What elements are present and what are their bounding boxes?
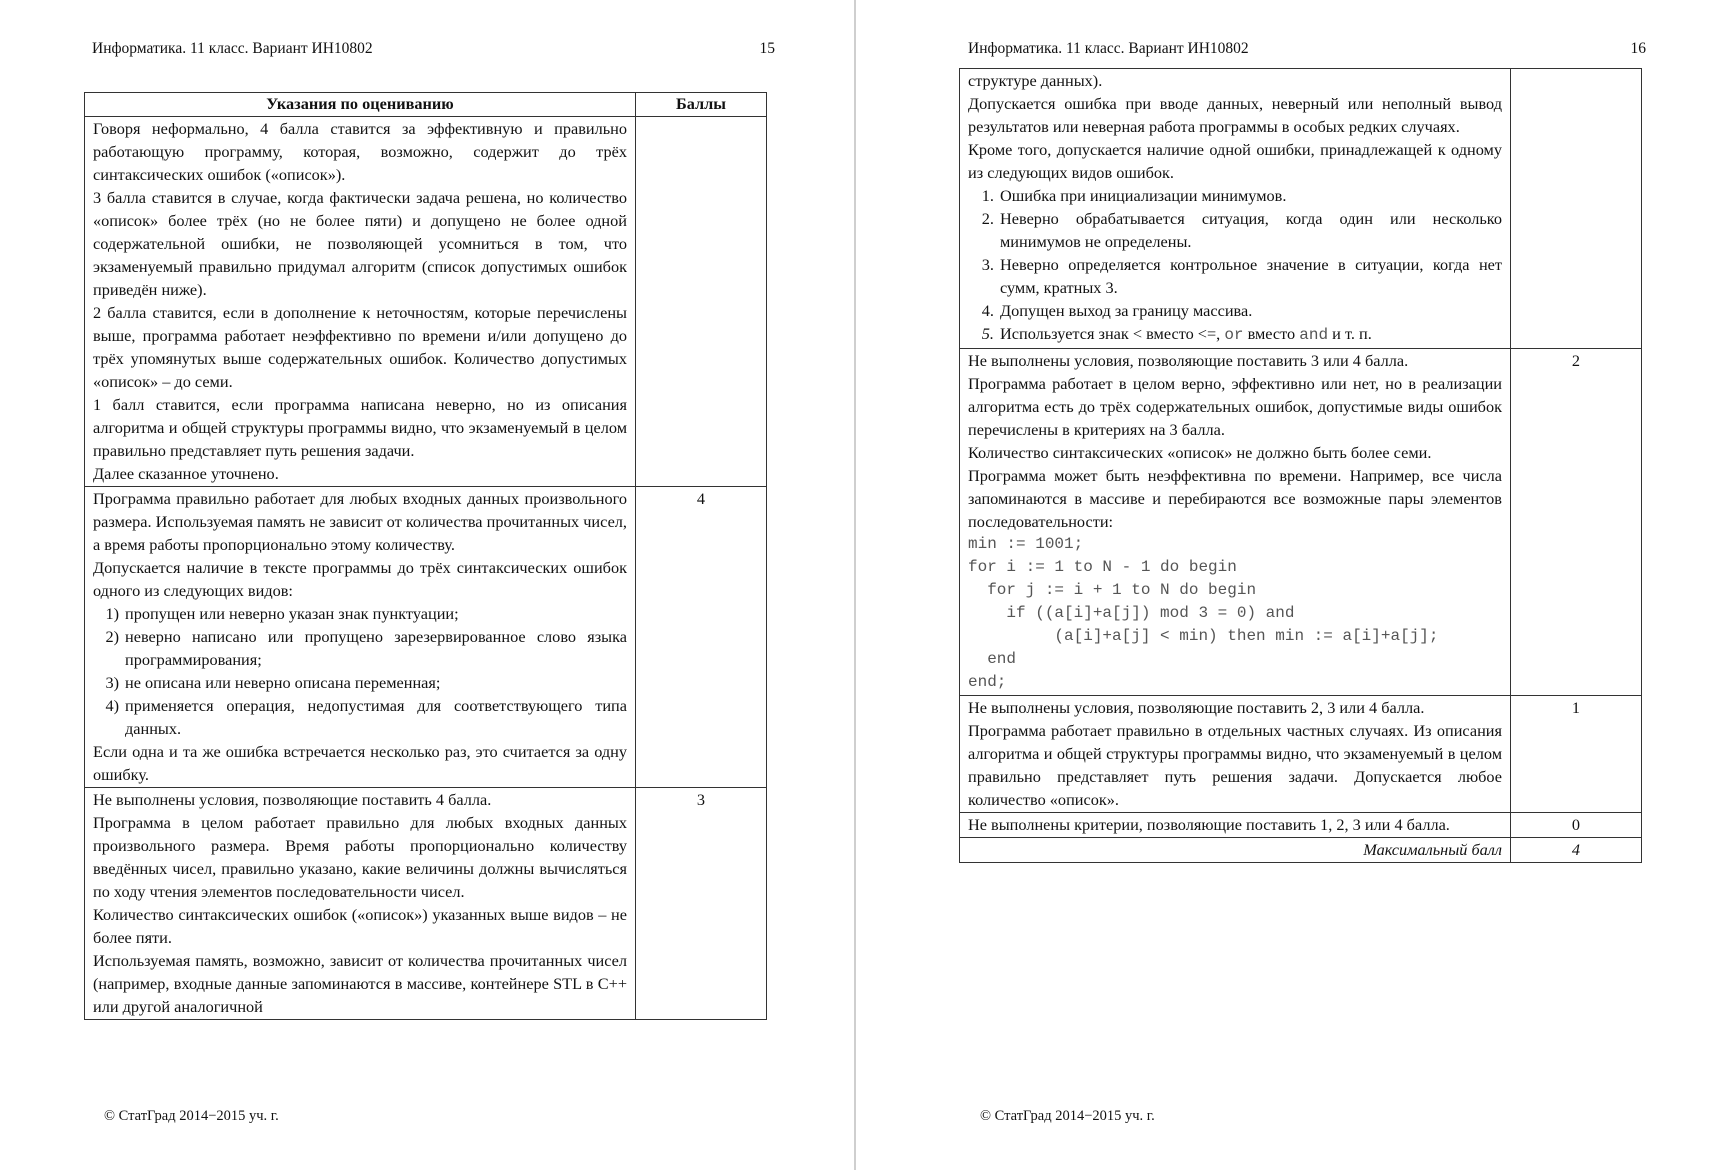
points-column-header: Баллы [636,93,767,117]
criteria-paragraph: структуре данных). [968,71,1103,90]
criteria-paragraph: Программа в целом работает правильно для любых входных данных произвольного размера. Время работы пропорционально количеству введённых чисел, правильно указано, какие величины должны вычисляться по ходу чтения элементов последовательности чисел. [93,813,627,901]
criteria-cell [960,813,1511,838]
max-score-label: Максимальный балл [960,838,1511,863]
intro-row [85,117,767,487]
criteria-paragraph: Не выполнены условия, позволяющие поставить 3 или 4 балла. [968,351,1409,370]
criteria-row-4 [85,487,767,788]
criteria-row-0 [960,813,1642,838]
page-number: 15 [759,40,775,57]
score-cell-empty [1511,69,1642,349]
criteria-column-header: Указания по оцениванию [85,93,636,117]
page-15 [0,0,854,1170]
list-item: 3) не описана или неверно описана переменная; [105,673,441,692]
criteria-paragraph: Программа правильно работает для любых входных данных произвольного размера. Используемая память не зависит от количества прочитанных чисел, а время работы пропорционально этому количеству. [93,489,627,554]
intro-paragraph: Далее сказанное уточнено. [93,464,279,483]
page-header-title: Информатика. 11 класс. Вариант ИН10802 [92,40,373,57]
criteria-paragraph: Если одна и та же ошибка встречается несколько раз, это считается за одну ошибку. [93,742,627,784]
list-item: 4. Допущен выход за границу массива. [981,301,1253,320]
criteria-paragraph: Не выполнены критерии, позволяющие поставить 1, 2, 3 или 4 балла. [968,815,1450,834]
intro-paragraph: 2 балла ставится, если в дополнение к неточностям, которые перечислены выше, программа работает неэффективно по времени и/или допущено до трёх упомянутых выше содержательных ошибок. Количество допустимых «описок» – до семи. [93,303,627,391]
list-item: 2. Неверно обрабатывается ситуация, когда один или несколько минимумов не определены. [981,209,1502,251]
criteria-cell [960,349,1511,696]
grading-table [84,92,767,1020]
list-item: 3. Неверно определяется контрольное значение в ситуации, когда нет сумм, кратных 3. [981,255,1502,297]
score-cell: 0 [1511,813,1642,838]
list-item: 1) пропущен или неверно указан знак пунктуации; [105,604,459,623]
score-cell: 1 [1511,696,1642,813]
criteria-cell [960,696,1511,813]
grading-table-continued [959,68,1642,863]
intro-score-cell [636,117,767,487]
criteria-paragraph: Используемая память, возможно, зависит от количества прочитанных чисел (например, входные данные запоминаются в массиве, контейнере STL в C++ или другой аналогичной [93,951,627,1016]
criteria-paragraph: Допускается ошибка при вводе данных, неверный или неполный вывод результатов или неверная работа программы в особых редких случаях. [968,94,1502,136]
criteria-row-2 [960,349,1642,696]
score-cell: 2 [1511,349,1642,696]
criteria-paragraph: Не выполнены условия, позволяющие поставить 2, 3 или 4 балла. [968,698,1425,717]
page-number: 16 [1630,40,1646,57]
criteria-paragraph: Не выполнены условия, позволяющие поставить 4 балла. [93,790,492,809]
score-cell: 3 [636,788,767,1020]
criteria-row-3 [85,788,767,1020]
code-example: min := 1001; for i := 1 to N - 1 do begin for j := i + 1 to N do begin if ((a[i]+a[j]) mod 3 = 0) and (a[i]+a[j] < min) then min := a[i]+a[j]; end end; [968,535,1439,691]
score-cell: 4 [636,487,767,788]
allowed-errors-list [968,184,1502,347]
criteria-paragraph: Кроме того, допускается наличие одной ошибки, принадлежащей к одному из следующих видов ошибок. [968,140,1502,182]
criteria-cell [960,69,1511,349]
page-footer: © СтатГрад 2014−2015 уч. г. [104,1108,279,1124]
error-types-list [93,602,627,740]
table-header-row [85,93,767,117]
criteria-paragraph: Программа работает в целом верно, эффективно или нет, но в реализации алгоритма есть до трёх содержательных ошибок, допустимые виды ошибок перечислены в критериях на 3 балла. [968,374,1502,439]
criteria-paragraph: Программа может быть неэффективна по времени. Например, все числа запоминаются в массиве и перебираются все возможные пары элементов последовательности: [968,466,1502,531]
criteria-row-1 [960,696,1642,813]
criteria-paragraph: Допускается наличие в тексте программы до трёх синтаксических ошибок одного из следующих видов: [93,558,627,600]
intro-paragraph: 3 балла ставится в случае, когда фактически задача решена, но количество «описок» более трёх (но не более пяти) и допущено не более одной содержательной ошибки, не позволяющей усомниться в том, что экзаменуемый правильно придумал алгоритм (список допустимых ошибок приведён ниже). [93,188,627,299]
criteria-paragraph: Количество синтаксических ошибок («описок») указанных выше видов – не более пяти. [93,905,627,947]
criteria-paragraph: Количество синтаксических «описок» не должно быть более семи. [968,443,1432,462]
criteria-paragraph: Программа работает правильно в отдельных частных случаях. Из описания алгоритма и общей структуры программы видно, что экзаменуемый в целом правильно представляет путь решения задачи. Допускается любое количество «описок». [968,721,1502,809]
criteria-cell [85,487,636,788]
list-item: 1. Ошибка при инициализации минимумов. [981,186,1287,205]
keyword-or: or [1224,326,1244,344]
intro-paragraph: 1 балл ставится, если программа написана неверно, но из описания алгоритма и общей структуры программы видно, что экзаменуемый в целом правильно представляет путь решения задачи. [93,395,627,460]
criteria-cell [85,788,636,1020]
list-item: 2) неверно написано или пропущено зарезервированное слово языка программирования; [105,627,627,669]
list-item: 5. Используется знак < вместо <=, or вместо and и т. п. [981,324,1372,344]
page-header-title: Информатика. 11 класс. Вариант ИН10802 [968,40,1249,57]
max-score-value: 4 [1511,838,1642,863]
criteria-row-3-continued [960,69,1642,349]
intro-paragraph: Говоря неформально, 4 балла ставится за эффективную и правильно работающую программу, которая, возможно, содержит до трёх синтаксических ошибок («описок»). [93,119,627,184]
keyword-and: and [1299,326,1329,344]
list-item: 4) применяется операция, недопустимая для соответствующего типа данных. [105,696,627,738]
max-score-row [960,838,1642,863]
page-footer: © СтатГрад 2014−2015 уч. г. [980,1108,1155,1124]
intro-cell [85,117,636,487]
